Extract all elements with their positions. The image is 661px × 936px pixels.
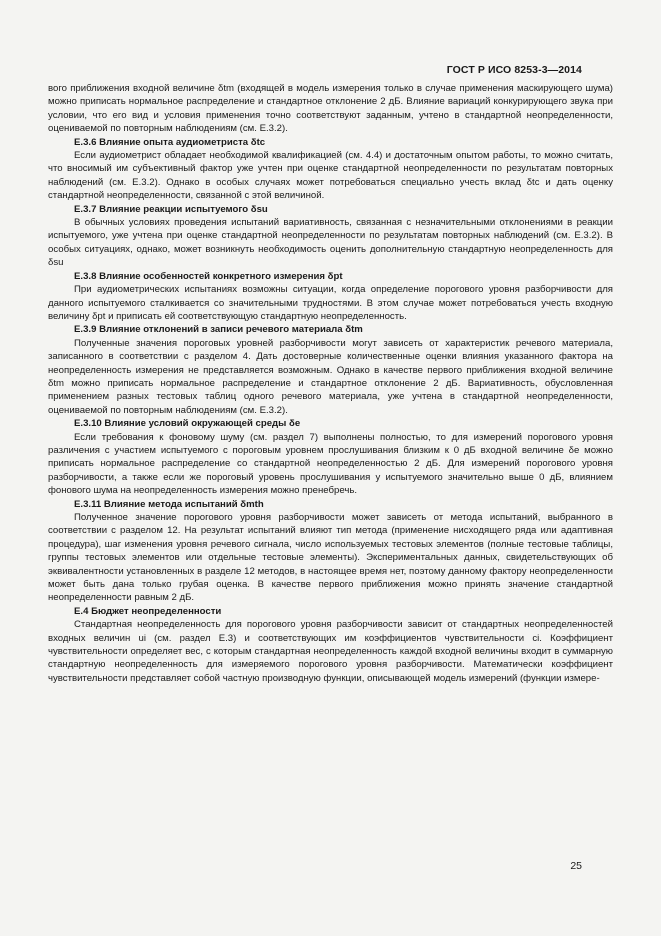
document-header: ГОСТ Р ИСО 8253-3—2014	[446, 64, 582, 76]
section-heading: Е.3.6 Влияние опыта аудиометриста δtc	[74, 136, 266, 148]
paragraph: Если аудиометрист обладает необходимой квалификацией (см. 4.4) и достаточным опытом работы, то можно считать, что вносимый им субъективный фактор уже учтен при оценке стандартной неопределенности по результатам повторных наблюдений (см. Е.3.2). Однако в особых случаях может потребоваться специально учесть вклад δtc и дать оценку стандартной неопределенности, связанной с этой величиной.	[48, 150, 613, 202]
paragraph: При аудиометрических испытаниях возможны ситуации, когда определение порогового уровня разборчивости для данного испытуемого сталкивается со значительными трудностями. В этом случае может потребоваться учесть входную величину δpt и приписать ей соответствующую стандартную неопределенность.	[48, 284, 613, 322]
paragraph: Полученные значения пороговых уровней разборчивости могут зависеть от характеристик речевого материала, записанного в соответствии с разделом 4. Дать достоверные количественные оценки влияния указанного фактора на неопределенность измерения не представляется возможным. Однако в качестве первого приближения входной величине δtm можно приписать нормальное распределение и стандартное отклонение 2 дБ. Вариативность, обусловленная применением разных тестовых таблиц одного речевого материала, уже учтена в стандартной неопределенности, оцениваемой по повторным наблюдениям (см. Е.3.2).	[48, 337, 613, 416]
section-heading: Е.3.7 Влияние реакции испытуемого δsu	[74, 203, 268, 215]
section-heading: Е.4 Бюджет неопределенности	[74, 605, 222, 617]
paragraph: Полученное значение порогового уровня разборчивости может зависеть от метода испытаний, выбранного в соответствии с разделом 12. На результат испытаний влияют тип метода (применение нисходящего ряда или адаптивная процедура), шаг изменения уровня речевого сигнала, число используемых тестовых элементов (полные тестовые таблицы, группы тестовых элементов или отдельные тестовые элементы). Экспериментальных данных, свидетельствующих об эквивалентности установленных в разделе 12 методов, в настоящее время нет, поэтому данному фактору неопределенности может быть дана только грубая оценка. В качестве первого приближения можно принять значение стандартной неопределенности равным 2 дБ.	[48, 512, 613, 604]
section-heading: Е.3.10 Влияние условий окружающей среды δe	[74, 418, 301, 430]
paragraph: вого приближения входной величине δtm (входящей в модель измерения только в случае применения маскирующего шума) можно приписать нормальное распределение и стандартное отклонение 2 дБ. Влияние вариаций конкурирующего звука при условии, что его вид и условия применения точно соответствуют заданным, учтено в стандартной неопределенности, оцениваемой по повторным наблюдениям (см. Е.3.2).	[48, 83, 613, 135]
section-heading: Е.3.8 Влияние особенностей конкретного измерения δpt	[74, 270, 343, 282]
section-heading: Е.3.11 Влияние метода испытаний δmth	[74, 498, 264, 510]
section-heading: Е.3.9 Влияние отклонений в записи речевого материала δtm	[74, 324, 363, 336]
document-body	[48, 82, 613, 685]
paragraph: Если требования к фоновому шуму (см. раздел 7) выполнены полностью, то для измерений порогового уровня различения с участием испытуемого с пороговым уровнем прослушивания близким к 0 дБ входной величине δe можно приписать нормальное распределение со стандартной неопределенностью 2 дБ. Для измерений порогового уровня разборчивости, а также если же пороговый уровень прослушивания у испытуемого значительно выше 0 дБ, влиянием фонового шума на неопределенность измерения можно пренебречь.	[48, 431, 613, 497]
paragraph: В обычных условиях проведения испытаний вариативность, связанная с незначительными отклонениями в реакции испытуемого, уже учтена при оценке стандартной неопределенности по результатам повторных наблюдений (см. Е.3.2). В особых ситуациях, однако, может возникнуть необходимость оценить дополнительную стандартную неопределенность для δsu	[48, 217, 613, 269]
paragraph: Стандартная неопределенность для порогового уровня разборчивости зависит от стандартных неопределенностей входных величин ui (см. раздел Е.3) и соответствующих им коэффициентов чувствительности ci. Коэффициент чувствительности определяет вес, с которым стандартная неопределенность каждой входной величины входит в суммарную стандартную неопределенность для измеряемого порогового уровня разборчивости. Математически коэффициент чувствительности представляет собой частную производную функции, описывающей модель измерений (функции измере-	[48, 619, 613, 684]
page-number: 25	[570, 860, 582, 872]
